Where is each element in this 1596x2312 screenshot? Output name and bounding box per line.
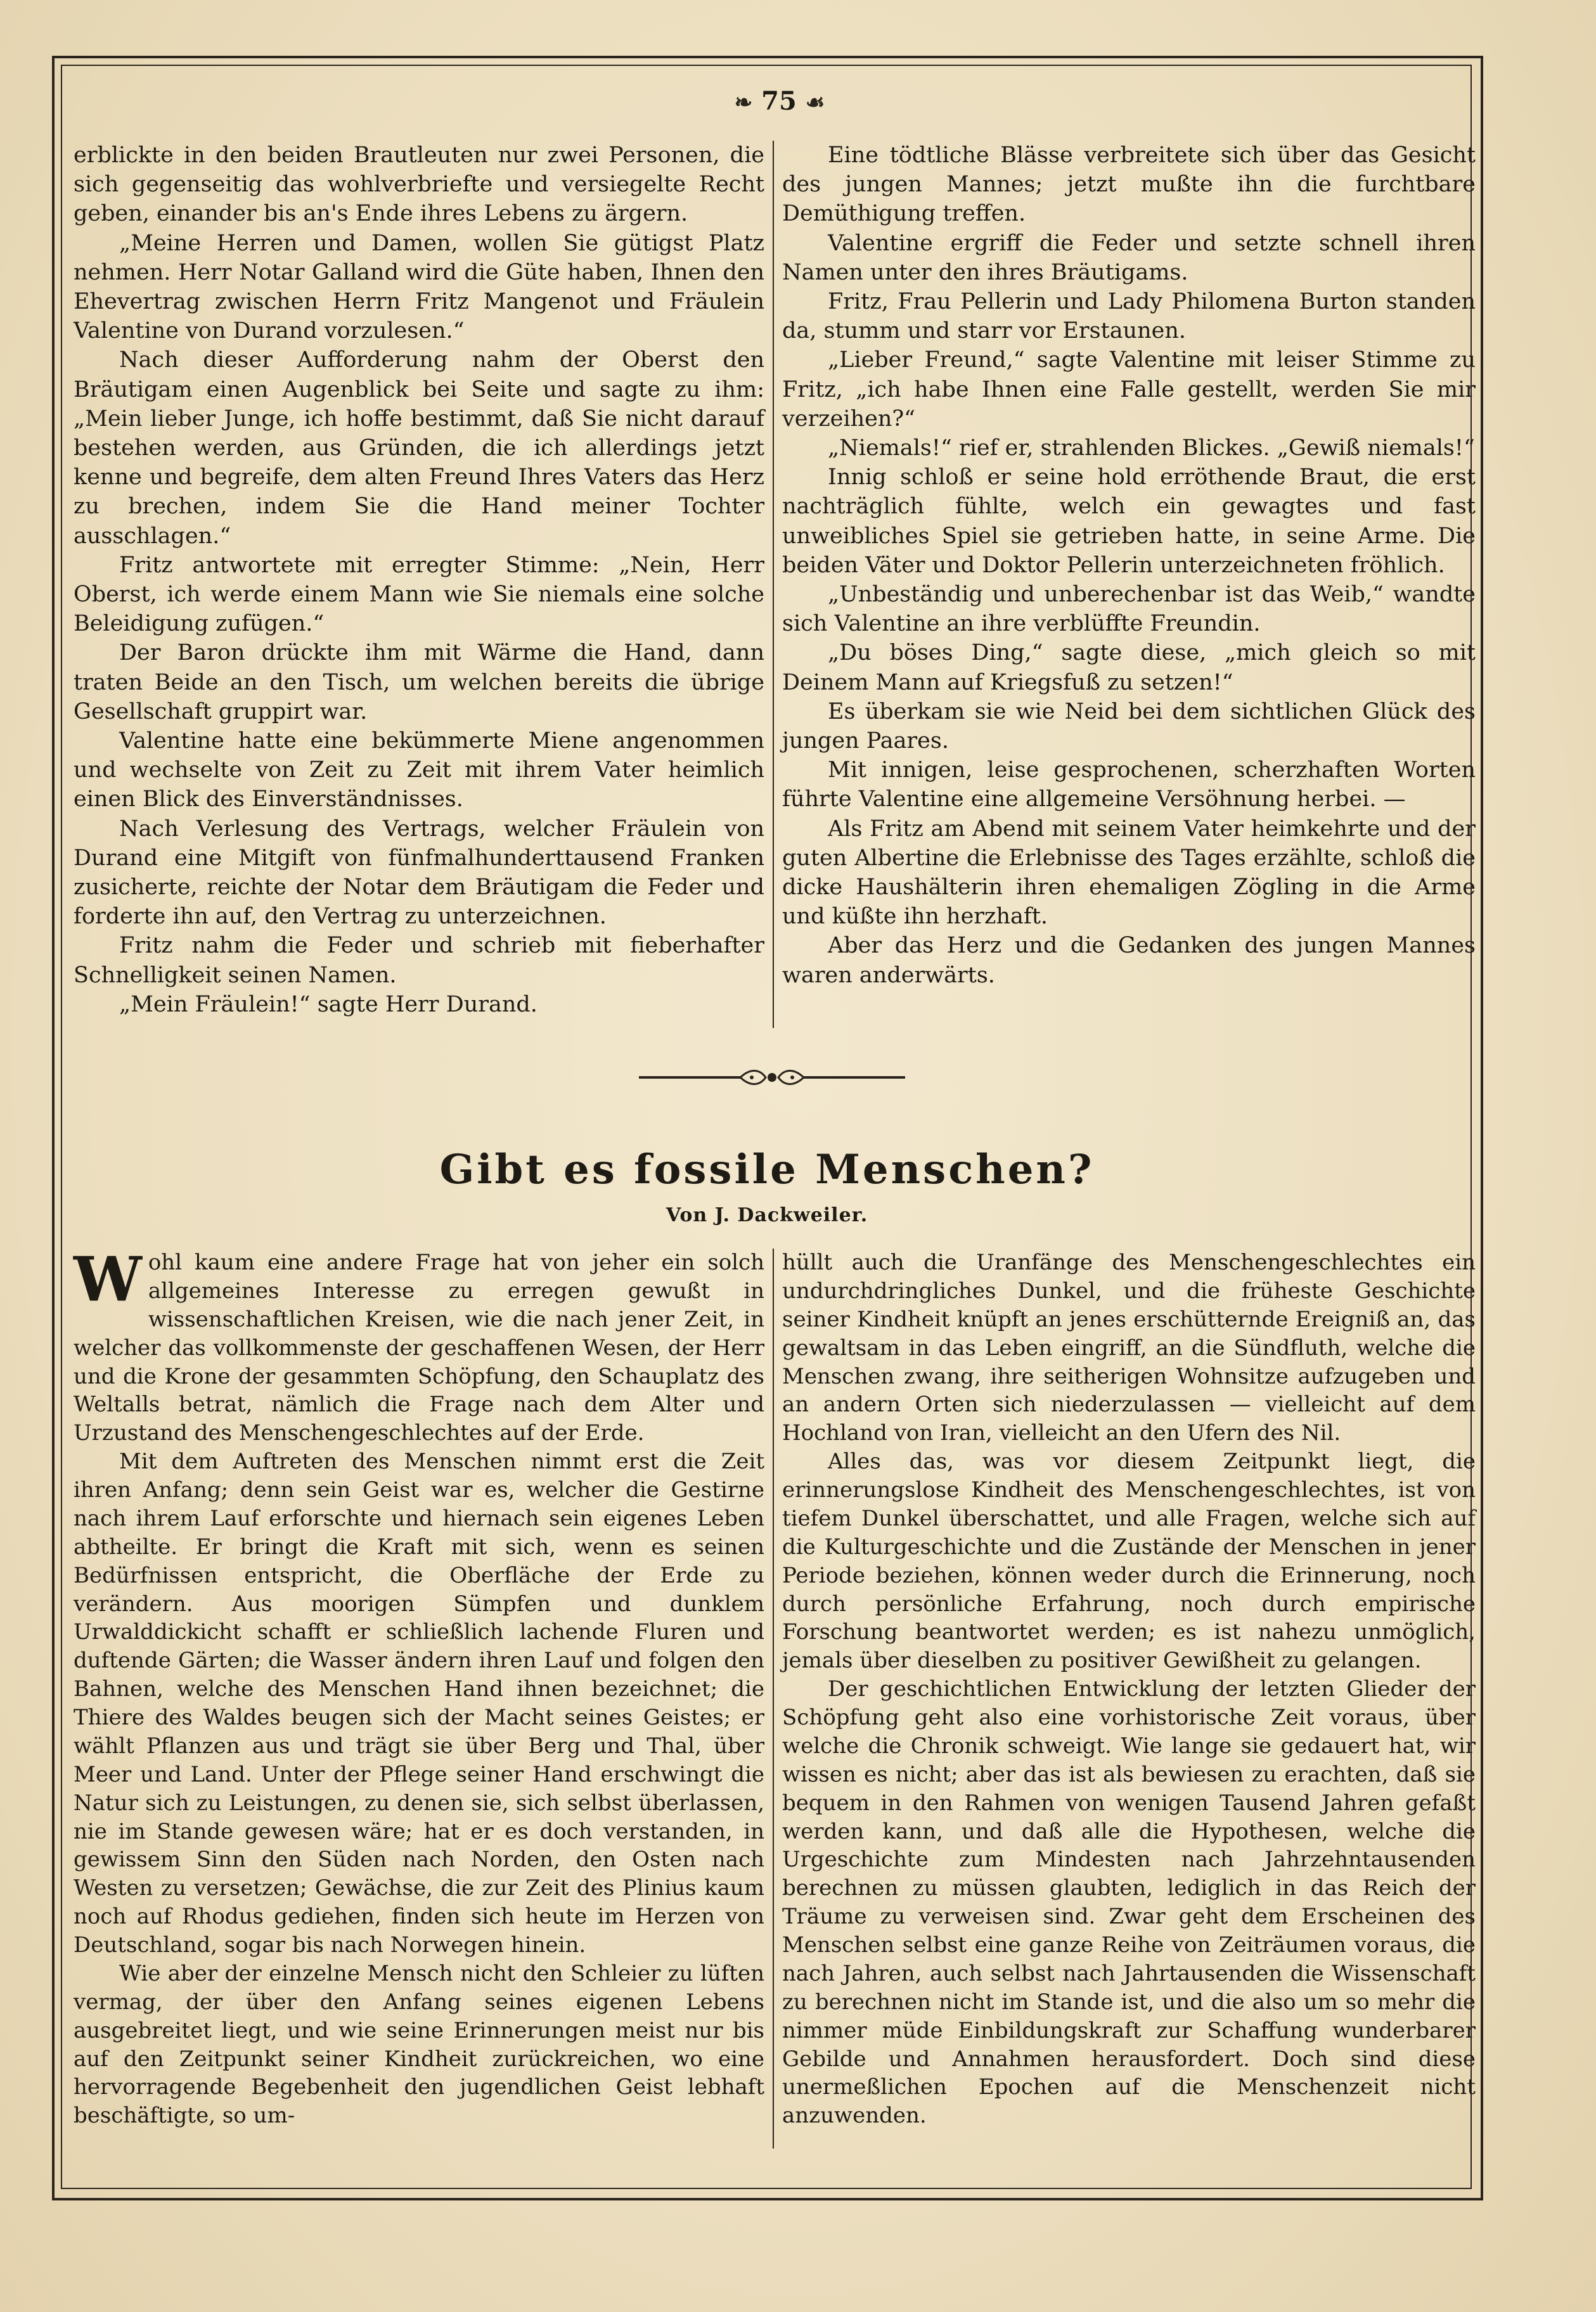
story-paragraph: „Mein Fräulein!“ sagte Herr Durand.: [119, 991, 537, 1017]
story-paragraph: Nach dieser Aufforderung nahm der Oberst den Bräutigam einen Augenblick bei Seite und sagte zu ihm: „Mein lieber Junge, ich hoffe bestimmt, daß Sie nicht darauf bestehen werden, aus Gründen, die ich allerdings jetzt kenne und begreife, dem alten Freund Ihres Vaters das Herz zu brechen, indem Sie die Hand meiner Tochter ausschlagen.“: [74, 347, 764, 549]
story-paragraph: Als Fritz am Abend mit seinem Vater heimkehrte und der guten Albertine die Erlebnisse des Tages erzählte, schloß die dicke Haushälterin ihren ehemaligen Zögling in die Arme und küßte ihn herzhaft.: [782, 816, 1476, 930]
story-paragraph: Es überkam sie wie Neid bei dem sichtlichen Glück des jungen Paares.: [782, 698, 1476, 754]
story-paragraph: Eine tödtliche Blässe verbreitete sich über das Gesicht des jungen Mannes; jetzt mußte ihn die furchtbare Demüthigung treffen.: [782, 143, 1476, 227]
story-paragraph: „Lieber Freund,“ sagte Valentine mit leiser Stimme zu Fritz, „ich habe Ihnen eine Falle gestellt, werden Sie mir verzeihen?“: [782, 347, 1476, 432]
story-paragraph: Fritz nahm die Feder und schrieb mit fieberhafter Schnelligkeit seinen Namen.: [74, 933, 764, 988]
article-byline: Von J. Dackweiler.: [666, 1204, 868, 1226]
ornamental-divider-icon: [639, 1065, 905, 1090]
story-paragraph: „Niemals!“ rief er, strahlenden Blickes. „Gewiß niemals!“: [828, 435, 1475, 461]
story-paragraph: „Meine Herren und Damen, wollen Sie gütigst Platz nehmen. Herr Notar Galland wird die Güte haben, Ihnen den Ehevertrag zwischen Herrn Fritz Mangenot und Fräulein Valentine von Durand vorzulesen.“: [74, 230, 764, 344]
story-right-column: [782, 141, 1476, 1028]
story-paragraph: Aber das Herz und die Gedanken des jungen Mannes waren anderwärts.: [782, 933, 1476, 988]
story-paragraph: „Unbeständig und unberechenbar ist das Weib,“ wandte sich Valentine an ihre verblüffte Freundin.: [782, 582, 1476, 637]
story-paragraph: „Du böses Ding,“ sagte diese, „mich gleich so mit Deinem Mann auf Kriegsfuß zu setzen!“: [782, 640, 1476, 695]
article-paragraph: hüllt auch die Uranfänge des Menschengeschlechtes ein undurchdringliches Dunkel, und die früheste Geschichte seiner Kindheit knüpft an jenes erschütternde Ereigniß an, das gewaltsam in das Leben eingriff, an die Sündfluth, welche die Menschen zwang, ihre seitherigen Wohnsitze aufzugeben und an andern Orten sich niederzulassen — vielleicht auf dem Hochland von Iran, vielleicht an den Ufern des Nil.: [782, 1250, 1476, 1446]
article-paragraph: Wie aber der einzelne Mensch nicht den Schleier zu lüften vermag, der über den Anfang seines eigenen Lebens ausgebreitet liegt, und wie seine Erinnerungen meist nur bis auf den Zeitpunkt seiner Kindheit zurückreichen, wo eine hervorragende Begebenheit den jugendlichen Geist lebhaft beschäftigte, so um-: [74, 1960, 764, 2129]
flourish-left-icon: ❧: [734, 90, 753, 115]
column-rule-top: [773, 141, 774, 1028]
story-paragraph: Fritz, Frau Pellerin und Lady Philomena Burton standen da, stumm und starr vor Erstaunen.: [782, 289, 1476, 344]
story-paragraph: Valentine hatte eine bekümmerte Miene angenommen und wechselte von Zeit zu Zeit mit ihrem Vater heimlich einen Blick des Einverständnisses.: [74, 728, 764, 812]
article-paragraph: Der geschichtlichen Entwicklung der letzten Glieder der Schöpfung geht also eine vorhistorische Zeit voraus, über welche die Chronik schweigt. Wie lange sie gedauert hat, wir wissen es nicht; aber das ist als bewiesen zu erachten, daß sie bequem in den Rahmen von wenigen Tausend Jahren gefaßt werden kann, und daß alle die Hypothesen, welche die Urgeschichte zum Mindesten nach Jahrzehntausenden berechnen zu müssen glaubten, lediglich in das Reich der Träume zu verweisen sind. Zwar geht dem Erscheinen des Menschen selbst eine ganze Reihe von Zeiträumen voraus, die nach Jahren, auch selbst nach Jahrtausenden die Wissenschaft zu berechnen nicht im Stande ist, und die also um so mehr die nimmer müde Einbildungskraft zur Schaffung wunderbarer Gebilde und Annahmen herausfordert. Doch sind diese unermeßlichen Epochen auf die Menschenzeit nicht anzuwenden.: [782, 1676, 1476, 2129]
drop-cap: W: [74, 1243, 142, 1315]
story-paragraph: Mit innigen, leise gesprochenen, scherzhaften Worten führte Valentine eine allgemeine Versöhnung herbei. —: [782, 757, 1476, 812]
story-paragraph: Nach Verlesung des Vertrags, welcher Fräulein von Durand eine Mitgift von fünfmalhunderttausend Franken zusicherte, reichte der Notar dem Bräutigam die Feder und forderte ihn auf, den Vertrag zu unterzeichnen.: [74, 816, 764, 930]
article-paragraph: Mit dem Auftreten des Menschen nimmt erst die Zeit ihren Anfang; denn sein Geist war es, welcher die Gestirne nach ihrem Lauf erforschte und hiernach sein eigenes Leben abtheilte. Er bringt die Kraft mit sich, wenn es seinen Bedürfnissen entspricht, die Oberfläche der Erde zu verändern. Aus moorigen Sümpfen und dunklem Urwalddickicht schafft er schließlich lachende Fluren und duftende Gärten; die Wasser ändern ihren Lauf und folgen den Bahnen, welche des Menschen Hand ihnen bezeichnet; die Thiere des Waldes beugen sich der Macht seines Geistes; er wählt Pflanzen aus und trägt sie über Berg und Thal, über Meer und Land. Unter der Pflege seiner Hand erschwingt die Natur sich zu Leistungen, zu denen sie, sich selbst überlassen, nie im Stande gewesen wäre; hat er es doch verstanden, in gewissem Sinn den Süden nach Norden, den Osten nach Westen zu versetzen; Gewächse, die zur Zeit des Plinius kaum noch auf Rhodus gediehen, finden sich heute im Herzen von Deutschland, sogar bis nach Norwegen hinein.: [74, 1449, 764, 1958]
story-paragraph: Der Baron drückte ihm mit Wärme die Hand, dann traten Beide an den Tisch, um welchen bereits die übrige Gesellschaft gruppirt war.: [74, 640, 764, 724]
page-number: 75: [761, 86, 797, 116]
story-paragraph: erblickte in den beiden Brautleuten nur zwei Personen, die sich gegenseitig das wohlverbriefte und versiegelte Recht geben, einander bis an's Ende ihres Lebens zu ärgern.: [74, 143, 764, 227]
flourish-right-icon: ☙: [805, 90, 825, 115]
article-title: Gibt es fossile Menschen?: [439, 1146, 1095, 1193]
article-right-column: [782, 1249, 1476, 2148]
story-paragraph: Valentine ergriff die Feder und setzte schnell ihren Namen unter den ihres Bräutigams.: [782, 230, 1476, 285]
story-paragraph: Fritz antwortete mit erregter Stimme: „Nein, Herr Oberst, ich werde einem Mann wie Sie niemals eine solche Beleidigung zufügen.“: [74, 552, 764, 637]
page-number-header: [685, 82, 875, 120]
article-left-column: [74, 1243, 764, 2148]
article-paragraph: Alles das, was vor diesem Zeitpunkt liegt, die erinnerungslose Kindheit des Menschengeschlechtes, ist von tiefem Dunkel überschattet, und alle Fragen, welche sich auf die Kulturgeschichte und die Zustände der Menschen in jener Periode beziehen, können weder durch die Erinnerung, noch durch persönliche Erfahrung, noch durch empirische Forschung beantwortet werden; es ist nahezu unmöglich, jemals über dieselben zu positiver Gewißheit zu gelangen.: [782, 1449, 1476, 1674]
story-left-column: [74, 141, 764, 1028]
story-paragraph: Innig schloß er seine hold erröthende Braut, die erst nachträglich fühlte, welch ein gewagtes und fast unweibliches Spiel sie getrieben hatte, in seine Arme. Die beiden Väter und Doktor Pellerin unterzeichneten fröhlich.: [782, 465, 1476, 578]
article-paragraph: ohl kaum eine andere Frage hat von jeher ein solch allgemeines Interesse zu erregen gewußt in wissenschaftlichen Kreisen, wie die nach jener Zeit, in welcher das vollkommenste der geschaffenen Wesen, der Herr und die Krone der gesammten Schöpfung, den Schauplatz des Weltalls betrat, nämlich die Frage nach dem Alter und Urzustand des Menschengeschlechtes auf der Erde.: [74, 1250, 764, 1446]
column-rule-bottom: [773, 1249, 774, 2148]
